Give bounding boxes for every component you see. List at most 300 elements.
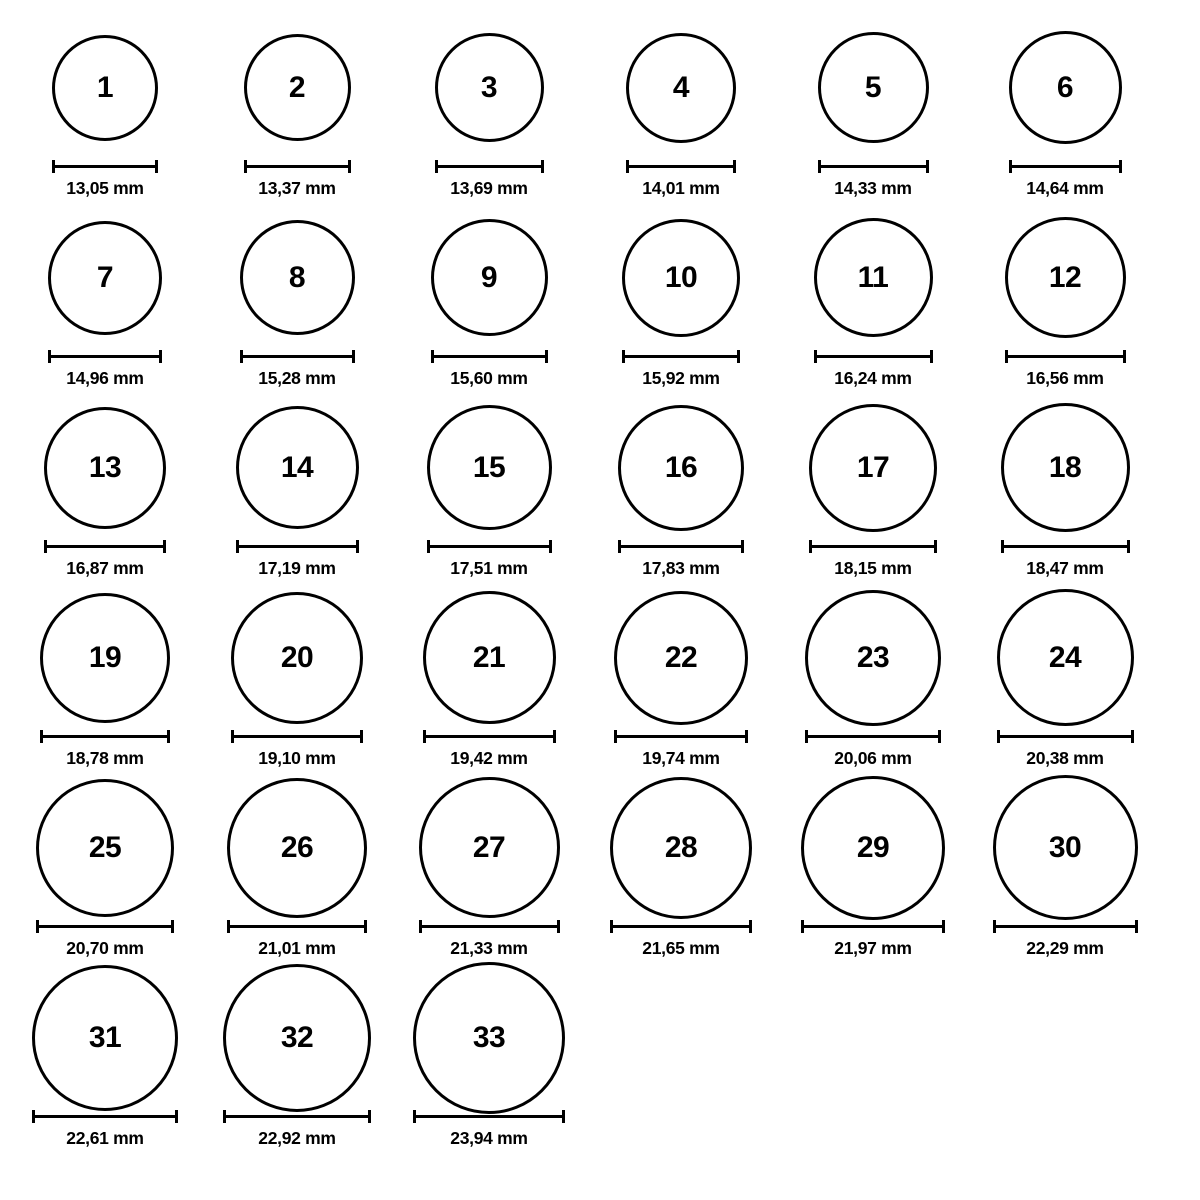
measure-bar-icon: [805, 735, 941, 738]
measure-cap-right-icon: [737, 350, 740, 363]
ring-circle-wrap: [809, 400, 937, 535]
measure-bar-icon: [223, 1115, 371, 1118]
diameter-label: 13,05 mm: [66, 178, 144, 198]
ring-circle-wrap: [1001, 400, 1130, 535]
ring-size-number: 19: [88, 640, 122, 674]
ring-size-item[interactable]: [970, 400, 1160, 579]
diameter-measure-line: [244, 160, 351, 172]
measure-cap-left-icon: [52, 160, 55, 173]
ring-circle-icon: [622, 219, 740, 337]
ring-size-item[interactable]: [394, 590, 584, 769]
diameter-label: 22,61 mm: [66, 1128, 144, 1148]
ring-circle-wrap: [40, 590, 170, 725]
ring-circle-icon: [997, 589, 1134, 726]
measure-cap-right-icon: [364, 920, 367, 933]
measure-bar-icon: [52, 165, 158, 168]
diameter-label: 14,64 mm: [1026, 178, 1104, 198]
measure-cap-right-icon: [942, 920, 945, 933]
diameter-label: 21,33 mm: [450, 938, 528, 958]
ring-circle-icon: [52, 35, 158, 141]
ring-size-item[interactable]: [970, 590, 1160, 769]
measure-cap-right-icon: [1131, 730, 1134, 743]
diameter-label: 18,78 mm: [66, 748, 144, 768]
ring-size-number: 20: [280, 640, 314, 674]
diameter-measure-line: [48, 350, 162, 362]
measure-cap-right-icon: [1135, 920, 1138, 933]
ring-size-item[interactable]: [10, 20, 200, 199]
measure-cap-left-icon: [997, 730, 1000, 743]
diameter-label: 13,37 mm: [258, 178, 336, 198]
ring-circle-wrap: [44, 400, 166, 535]
diameter-measure-line: [1009, 160, 1122, 172]
measure-bar-icon: [818, 165, 929, 168]
diameter-measure-line: [227, 920, 367, 932]
measure-cap-right-icon: [745, 730, 748, 743]
ring-circle-icon: [48, 221, 162, 335]
diameter-measure-line: [435, 160, 544, 172]
diameter-measure-line: [36, 920, 174, 932]
diameter-measure-line: [814, 350, 933, 362]
ring-size-item[interactable]: [202, 400, 392, 579]
ring-circle-wrap: [231, 590, 363, 725]
measure-cap-left-icon: [618, 540, 621, 553]
ring-circle-icon: [435, 33, 544, 142]
diameter-measure-line: [427, 540, 552, 552]
ring-circle-wrap: [614, 590, 748, 725]
measure-bar-icon: [622, 355, 740, 358]
ring-size-number: 1: [96, 70, 114, 104]
ring-circle-icon: [32, 965, 178, 1111]
ring-size-number: 16: [664, 450, 698, 484]
diameter-label: 21,97 mm: [834, 938, 912, 958]
measure-bar-icon: [231, 735, 363, 738]
measure-bar-icon: [809, 545, 937, 548]
ring-circle-wrap: [32, 970, 178, 1105]
diameter-label: 14,33 mm: [834, 178, 912, 198]
measure-cap-left-icon: [431, 350, 434, 363]
diameter-label: 17,19 mm: [258, 558, 336, 578]
measure-cap-left-icon: [413, 1110, 416, 1123]
ring-circle-wrap: [244, 20, 351, 155]
ring-size-item[interactable]: [202, 780, 392, 959]
ring-circle-icon: [618, 405, 744, 531]
measure-cap-left-icon: [48, 350, 51, 363]
diameter-label: 19,74 mm: [642, 748, 720, 768]
size-row: [10, 780, 1190, 970]
ring-circle-icon: [240, 220, 355, 335]
measure-cap-left-icon: [231, 730, 234, 743]
diameter-measure-line: [413, 1110, 565, 1122]
ring-circle-icon: [231, 592, 363, 724]
ring-circle-wrap: [223, 970, 371, 1105]
ring-size-number: 7: [96, 260, 114, 294]
measure-cap-right-icon: [175, 1110, 178, 1123]
measure-bar-icon: [240, 355, 355, 358]
measure-cap-right-icon: [1127, 540, 1130, 553]
ring-size-number: 26: [280, 830, 314, 864]
ring-circle-icon: [244, 34, 351, 141]
measure-cap-right-icon: [159, 350, 162, 363]
diameter-measure-line: [626, 160, 736, 172]
measure-cap-left-icon: [240, 350, 243, 363]
ring-size-number: 24: [1048, 640, 1082, 674]
diameter-label: 18,47 mm: [1026, 558, 1104, 578]
measure-bar-icon: [40, 735, 170, 738]
diameter-label: 21,01 mm: [258, 938, 336, 958]
measure-cap-right-icon: [348, 160, 351, 173]
diameter-label: 13,69 mm: [450, 178, 528, 198]
measure-bar-icon: [801, 925, 945, 928]
ring-circle-wrap: [52, 20, 158, 155]
diameter-measure-line: [419, 920, 560, 932]
ring-size-number: 9: [480, 260, 498, 294]
measure-cap-left-icon: [626, 160, 629, 173]
measure-cap-left-icon: [223, 1110, 226, 1123]
measure-cap-left-icon: [419, 920, 422, 933]
ring-circle-wrap: [236, 400, 359, 535]
measure-cap-left-icon: [1009, 160, 1012, 173]
ring-circle-wrap: [997, 590, 1134, 725]
diameter-measure-line: [223, 1110, 371, 1122]
measure-cap-left-icon: [622, 350, 625, 363]
ring-circle-wrap: [431, 210, 548, 345]
measure-bar-icon: [814, 355, 933, 358]
ring-circle-icon: [36, 779, 174, 917]
diameter-measure-line: [801, 920, 945, 932]
ring-circle-wrap: [805, 590, 941, 725]
size-row: [10, 400, 1190, 590]
ring-size-item[interactable]: [10, 400, 200, 579]
measure-cap-right-icon: [1119, 160, 1122, 173]
measure-cap-left-icon: [610, 920, 613, 933]
measure-cap-right-icon: [541, 160, 544, 173]
diameter-measure-line: [32, 1110, 178, 1122]
ring-circle-icon: [614, 591, 748, 725]
measure-bar-icon: [44, 545, 166, 548]
ring-size-item[interactable]: [202, 590, 392, 769]
diameter-measure-line: [236, 540, 359, 552]
diameter-label: 21,65 mm: [642, 938, 720, 958]
measure-cap-right-icon: [167, 730, 170, 743]
measure-cap-right-icon: [155, 160, 158, 173]
ring-size-item[interactable]: [586, 780, 776, 959]
ring-size-item[interactable]: [778, 590, 968, 769]
ring-circle-icon: [993, 775, 1138, 920]
ring-size-number: 4: [672, 70, 690, 104]
diameter-label: 22,92 mm: [258, 1128, 336, 1148]
measure-cap-right-icon: [545, 350, 548, 363]
measure-cap-right-icon: [741, 540, 744, 553]
measure-cap-right-icon: [368, 1110, 371, 1123]
measure-cap-left-icon: [805, 730, 808, 743]
ring-circle-wrap: [814, 210, 933, 345]
diameter-label: 19,10 mm: [258, 748, 336, 768]
ring-size-item[interactable]: [778, 400, 968, 579]
diameter-label: 15,60 mm: [450, 368, 528, 388]
ring-size-item[interactable]: [202, 20, 392, 199]
diameter-measure-line: [44, 540, 166, 552]
diameter-label: 20,38 mm: [1026, 748, 1104, 768]
measure-bar-icon: [610, 925, 752, 928]
ring-size-number: 14: [280, 450, 314, 484]
ring-size-number: 27: [472, 830, 506, 864]
measure-cap-right-icon: [938, 730, 941, 743]
ring-size-item[interactable]: [586, 400, 776, 579]
ring-circle-icon: [818, 32, 929, 143]
measure-cap-right-icon: [356, 540, 359, 553]
diameter-measure-line: [622, 350, 740, 362]
ring-size-number: 17: [856, 450, 890, 484]
ring-circle-icon: [809, 404, 937, 532]
ring-circle-icon: [610, 777, 752, 919]
diameter-label: 15,92 mm: [642, 368, 720, 388]
diameter-label: 15,28 mm: [258, 368, 336, 388]
measure-bar-icon: [618, 545, 744, 548]
measure-cap-left-icon: [236, 540, 239, 553]
ring-size-item[interactable]: [10, 970, 200, 1149]
ring-size-number: 10: [664, 260, 698, 294]
ring-circle-icon: [1009, 31, 1122, 144]
diameter-measure-line: [1001, 540, 1130, 552]
ring-size-number: 6: [1056, 70, 1074, 104]
diameter-measure-line: [993, 920, 1138, 932]
ring-size-number: 28: [664, 830, 698, 864]
ring-size-number: 2: [288, 70, 306, 104]
measure-cap-right-icon: [749, 920, 752, 933]
measure-cap-left-icon: [244, 160, 247, 173]
diameter-measure-line: [431, 350, 548, 362]
ring-size-item[interactable]: [394, 210, 584, 389]
ring-size-number: 33: [472, 1020, 506, 1054]
diameter-label: 17,83 mm: [642, 558, 720, 578]
ring-size-number: 11: [857, 260, 889, 294]
measure-cap-left-icon: [435, 160, 438, 173]
diameter-measure-line: [997, 730, 1134, 742]
ring-circle-wrap: [419, 780, 560, 915]
ring-circle-wrap: [423, 590, 556, 725]
ring-size-number: 21: [472, 640, 506, 674]
diameter-measure-line: [231, 730, 363, 742]
measure-cap-left-icon: [801, 920, 804, 933]
ring-circle-icon: [236, 406, 359, 529]
ring-size-number: 3: [480, 70, 498, 104]
measure-bar-icon: [1009, 165, 1122, 168]
ring-size-number: 32: [280, 1020, 314, 1054]
measure-bar-icon: [1005, 355, 1126, 358]
diameter-measure-line: [240, 350, 355, 362]
measure-cap-left-icon: [993, 920, 996, 933]
measure-bar-icon: [36, 925, 174, 928]
diameter-label: 14,01 mm: [642, 178, 720, 198]
diameter-label: 18,15 mm: [834, 558, 912, 578]
ring-circle-icon: [423, 591, 556, 724]
ring-circle-wrap: [610, 780, 752, 915]
diameter-label: 20,06 mm: [834, 748, 912, 768]
measure-bar-icon: [236, 545, 359, 548]
measure-cap-right-icon: [1123, 350, 1126, 363]
measure-cap-left-icon: [427, 540, 430, 553]
ring-circle-wrap: [1009, 20, 1122, 155]
diameter-measure-line: [610, 920, 752, 932]
diameter-measure-line: [614, 730, 748, 742]
ring-circle-icon: [801, 776, 945, 920]
ring-size-item[interactable]: [10, 210, 200, 389]
size-row: [10, 590, 1190, 780]
ring-circle-icon: [413, 962, 565, 1114]
ring-size-item[interactable]: [586, 590, 776, 769]
ring-size-item[interactable]: [778, 20, 968, 199]
measure-bar-icon: [435, 165, 544, 168]
diameter-label: 16,87 mm: [66, 558, 144, 578]
measure-cap-left-icon: [809, 540, 812, 553]
ring-circle-wrap: [993, 780, 1138, 915]
ring-circle-wrap: [435, 20, 544, 155]
ring-circle-wrap: [240, 210, 355, 345]
size-row: [10, 970, 1190, 1160]
ring-size-item[interactable]: [10, 590, 200, 769]
ring-size-item[interactable]: [586, 210, 776, 389]
ring-size-number: 8: [288, 260, 306, 294]
ring-size-item[interactable]: [394, 780, 584, 959]
measure-cap-right-icon: [557, 920, 560, 933]
ring-size-item[interactable]: [778, 210, 968, 389]
diameter-measure-line: [52, 160, 158, 172]
measure-bar-icon: [993, 925, 1138, 928]
measure-bar-icon: [244, 165, 351, 168]
measure-bar-icon: [32, 1115, 178, 1118]
measure-cap-left-icon: [44, 540, 47, 553]
ring-circle-icon: [626, 33, 736, 143]
ring-size-number: 5: [864, 70, 882, 104]
measure-bar-icon: [626, 165, 736, 168]
measure-cap-right-icon: [360, 730, 363, 743]
measure-cap-right-icon: [926, 160, 929, 173]
diameter-label: 20,70 mm: [66, 938, 144, 958]
measure-bar-icon: [227, 925, 367, 928]
measure-cap-right-icon: [562, 1110, 565, 1123]
ring-size-number: 25: [88, 830, 122, 864]
ring-circle-icon: [227, 778, 367, 918]
ring-circle-wrap: [427, 400, 552, 535]
measure-cap-right-icon: [930, 350, 933, 363]
ring-size-item[interactable]: [394, 20, 584, 199]
size-row: [10, 20, 1190, 210]
ring-circle-wrap: [801, 780, 945, 915]
measure-cap-left-icon: [814, 350, 817, 363]
measure-bar-icon: [423, 735, 556, 738]
ring-circle-icon: [1005, 217, 1126, 338]
ring-size-number: 31: [88, 1020, 122, 1054]
diameter-measure-line: [805, 730, 941, 742]
ring-size-item[interactable]: [202, 970, 392, 1149]
measure-cap-left-icon: [40, 730, 43, 743]
ring-size-number: 30: [1048, 830, 1082, 864]
ring-circle-wrap: [818, 20, 929, 155]
ring-circle-icon: [223, 964, 371, 1112]
ring-size-item[interactable]: [202, 210, 392, 389]
measure-cap-right-icon: [549, 540, 552, 553]
measure-bar-icon: [997, 735, 1134, 738]
diameter-measure-line: [40, 730, 170, 742]
measure-bar-icon: [413, 1115, 565, 1118]
ring-circle-wrap: [618, 400, 744, 535]
ring-circle-wrap: [227, 780, 367, 915]
ring-circle-icon: [40, 593, 170, 723]
measure-bar-icon: [431, 355, 548, 358]
diameter-measure-line: [818, 160, 929, 172]
ring-circle-icon: [1001, 403, 1130, 532]
size-row: [10, 210, 1190, 400]
measure-cap-left-icon: [36, 920, 39, 933]
diameter-measure-line: [618, 540, 744, 552]
measure-cap-right-icon: [553, 730, 556, 743]
diameter-label: 16,56 mm: [1026, 368, 1104, 388]
diameter-label: 19,42 mm: [450, 748, 528, 768]
measure-cap-left-icon: [1001, 540, 1004, 553]
ring-size-item[interactable]: [778, 780, 968, 959]
measure-cap-left-icon: [1005, 350, 1008, 363]
ring-size-number: 29: [856, 830, 890, 864]
diameter-measure-line: [1005, 350, 1126, 362]
diameter-label: 22,29 mm: [1026, 938, 1104, 958]
measure-cap-left-icon: [614, 730, 617, 743]
diameter-measure-line: [423, 730, 556, 742]
ring-size-item[interactable]: [970, 780, 1160, 959]
diameter-label: 17,51 mm: [450, 558, 528, 578]
ring-circle-wrap: [36, 780, 174, 915]
ring-size-item[interactable]: [970, 20, 1160, 199]
ring-circle-wrap: [626, 20, 736, 155]
measure-bar-icon: [427, 545, 552, 548]
ring-size-item[interactable]: [394, 400, 584, 579]
measure-cap-left-icon: [818, 160, 821, 173]
ring-circle-wrap: [1005, 210, 1126, 345]
measure-cap-right-icon: [171, 920, 174, 933]
measure-bar-icon: [1001, 545, 1130, 548]
ring-circle-icon: [427, 405, 552, 530]
ring-size-number: 15: [472, 450, 506, 484]
measure-cap-right-icon: [352, 350, 355, 363]
measure-cap-left-icon: [423, 730, 426, 743]
ring-size-number: 18: [1048, 450, 1082, 484]
ring-circle-icon: [419, 777, 560, 918]
ring-circle-icon: [805, 590, 941, 726]
measure-bar-icon: [48, 355, 162, 358]
ring-circle-icon: [431, 219, 548, 336]
ring-circle-wrap: [48, 210, 162, 345]
diameter-label: 14,96 mm: [66, 368, 144, 388]
measure-bar-icon: [419, 925, 560, 928]
ring-size-item[interactable]: [394, 970, 584, 1149]
measure-cap-left-icon: [227, 920, 230, 933]
ring-circle-icon: [44, 407, 166, 529]
diameter-label: 23,94 mm: [450, 1128, 528, 1148]
measure-cap-right-icon: [934, 540, 937, 553]
diameter-measure-line: [809, 540, 937, 552]
measure-cap-right-icon: [163, 540, 166, 553]
ring-circle-wrap: [413, 970, 565, 1105]
ring-size-item[interactable]: [970, 210, 1160, 389]
ring-size-item[interactable]: [10, 780, 200, 959]
ring-size-item[interactable]: [586, 20, 776, 199]
ring-size-number: 12: [1048, 260, 1082, 294]
ring-size-number: 22: [664, 640, 698, 674]
diameter-label: 16,24 mm: [834, 368, 912, 388]
ring-size-number: 13: [88, 450, 122, 484]
measure-cap-left-icon: [32, 1110, 35, 1123]
ring-circle-icon: [814, 218, 933, 337]
measure-cap-right-icon: [733, 160, 736, 173]
